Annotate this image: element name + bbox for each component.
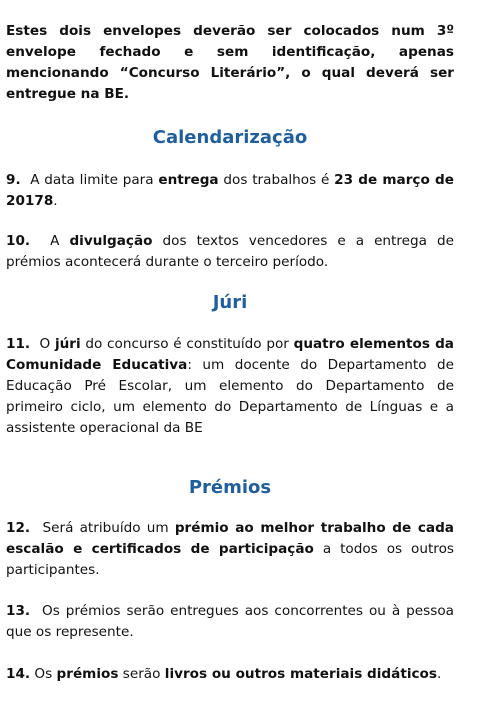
paragraph-12: 12. Será atribuído um prémio ao melhor trabalho de cada escalão e certificados de participação a todos os outros participantes. <box>6 520 454 578</box>
section-title-juri: Júri <box>212 292 248 313</box>
paragraph-number: 13. <box>6 603 31 619</box>
paragraph-number: 11. <box>6 336 31 352</box>
paragraph-9: 9. A data limite para entrega dos trabalhos é 23 de março de 20178. <box>6 172 454 209</box>
intro-paragraph: Estes dois envelopes deverão ser colocados num 3º envelope fechado e sem identificação, apenas mencionando “Concurso Literário”, o qual deverá ser entregue na BE. <box>6 23 454 102</box>
paragraph-13: 13. Os prémios serão entregues aos concorrentes ou à pessoa que os represente. <box>6 603 454 640</box>
paragraph-14: 14. Os prémios serão livros ou outros materiais didáticos. <box>6 666 442 682</box>
paragraph-10: 10. A divulgação dos textos vencedores e a entrega de prémios acontecerá durante o terceiro período. <box>6 233 454 270</box>
paragraph-number: 10. <box>6 233 31 249</box>
paragraph-number: 9. <box>6 172 21 188</box>
section-title-premios: Prémios <box>188 477 272 498</box>
section-title-calendarizacao: Calendarização <box>152 127 308 148</box>
paragraph-11: 11. O júri do concurso é constituído por quatro elementos da Comunidade Educativa: um docente do Departamento de Educação Pré Escolar, um elemento do Departamento de primeiro ciclo, um elemento do Departamento de Línguas e a assistente operacional da BE <box>6 336 454 436</box>
paragraph-number: 14. <box>6 666 31 682</box>
paragraph-number: 12. <box>6 520 31 536</box>
